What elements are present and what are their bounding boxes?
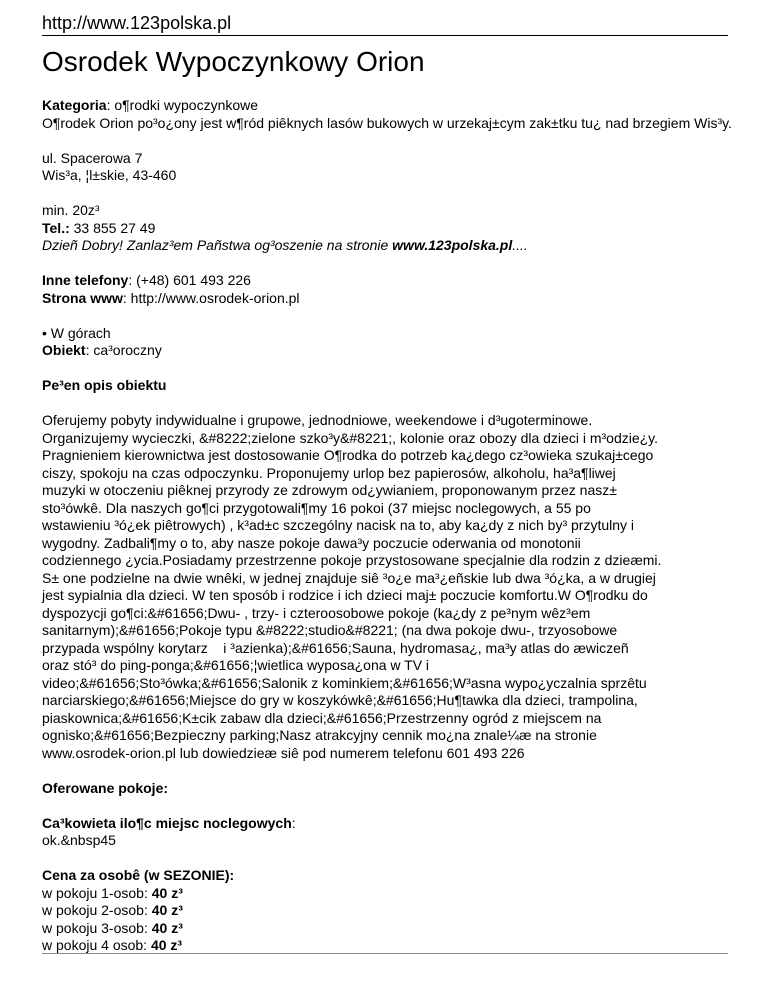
price-label: w pokoju 4 osob: — [42, 937, 151, 953]
price-heading: Cena za osobê (w SEZONIE): — [42, 867, 235, 883]
greeting-site: www.123polska.pl — [392, 237, 513, 253]
description-line: sto³ówkê. Dla naszych go¶ci przygotowali¶my 16 pokoi (37 miejsc noclegowych, a 55 po — [42, 499, 591, 516]
location-item: • W górach — [42, 324, 111, 341]
description-line: muzyki w otoczeniu piêknej przyrody ze zdrowym od¿ywianiem, proponowanym przez nasz± — [42, 482, 617, 498]
category-value: : o¶rodki wypoczynkowe — [106, 97, 259, 113]
capacity-line — [42, 815, 732, 833]
object-label: Obiekt — [42, 342, 86, 358]
tel-line — [42, 220, 732, 238]
object-value: : ca³oroczny — [85, 342, 162, 358]
price-row — [42, 885, 732, 903]
capacity-colon: : — [291, 814, 296, 831]
min-price: min. 20z³ — [42, 202, 100, 218]
description-heading: Pe³en opis obiektu — [42, 377, 167, 393]
tel-value: 33 855 27 49 — [69, 219, 156, 236]
price-value: 40 z³ — [151, 919, 183, 936]
price-value: 40 z³ — [150, 937, 183, 953]
description-line: przypada wspólny korytarz i ³azienka);&#61656;Sauna, hydromasa¿, ma³y atlas do æwiczeñ — [42, 639, 629, 656]
description-line: ciszy, spokoju na czas odpoczynku. Proponujemy urlop bez papierosów, alkoholu, ha³a¶liwej — [42, 464, 616, 481]
street-address: ul. Spacerowa 7 — [42, 149, 143, 166]
description-line: Oferujemy pobyty indywidualne i grupowe, jednodniowe, weekendowe i d³ugoterminowe. — [42, 412, 593, 428]
intro-text: O¶rodek Orion po³o¿ony jest w¶ród piêknych lasów bukowych w urzekaj±cym zak±tku tu¿ nad brzegiem Wis³y. — [42, 114, 732, 131]
description-line: www.osrodek-orion.pl lub dowiedzieæ siê pod numerem telefonu 601 493 226 — [42, 744, 525, 761]
description-line: video;&#61656;Sto³ówka;&#61656;Salonik z kominkiem;&#61656;W³asna wypo¿yczalnia sprzêtu — [42, 674, 647, 691]
price-label: w pokoju 3-osob: — [42, 919, 152, 936]
page-title: Osrodek Wypoczynkowy Orion — [42, 46, 425, 77]
greeting-end: .... — [512, 237, 528, 253]
tel-label: Tel.: — [42, 219, 70, 236]
price-row — [42, 920, 732, 938]
header-divider — [42, 35, 728, 36]
description-line: codziennego ¿ycia.Posiadamy przestrzenne pokoje przystosowane specjalnie dla rodzin z dzieæmi. — [42, 552, 662, 568]
price-value: 40 z³ — [151, 884, 183, 901]
description-line: piaskownica;&#61656;K±cik zabaw dla dzieci;&#61656;Przestrzenny ogród z miejscem na — [42, 709, 602, 726]
description-line: dyspozycji go¶ci:&#61656;Dwu- , trzy- i czteroosobowe pokoje (ka¿dy z pe³nym wêz³em — [42, 604, 591, 621]
category-label: Kategoria — [42, 97, 107, 113]
website-line — [42, 290, 732, 308]
capacity-label: Ca³kowieta ilo¶c miejsc noclegowych — [42, 814, 292, 831]
other-phones-line — [42, 272, 732, 290]
price-row — [42, 902, 732, 920]
object-line — [42, 342, 732, 360]
price-value: 40 z³ — [151, 902, 183, 918]
price-label: w pokoju 1-osob: — [42, 884, 152, 901]
description-line: wstawieniu ³ó¿ek piêtrowych) , k³ad±c szczególny nacisk na to, aby ka¿dy z nich by³ przytulny i — [42, 517, 635, 533]
description-line: S± one podzielne na dwie wnêki, w jednej znajduje siê ³o¿e ma³¿eñskie lub dwa ³ó¿ka, a w drugiej — [42, 569, 656, 586]
website-value[interactable]: : http://www.osrodek-orion.pl — [122, 289, 300, 306]
rooms-heading: Oferowane pokoje: — [42, 779, 169, 796]
other-phones-label: Inne telefony — [42, 272, 129, 288]
website-label: Strona www — [42, 289, 123, 306]
description-line: sanitarnym);&#61656;Pokoje typu &#8222;studio&#8221; (na dwa pokoje dwu-, trzyosobowe — [42, 622, 618, 638]
category-line — [42, 97, 732, 115]
description-line: wygodny. Zadbali¶my o to, aby nasze pokoje dawa³y poczucie oderwania od monotonii — [42, 534, 581, 551]
page-url[interactable]: http://www.123polska.pl — [42, 13, 232, 33]
description-line: Pragnieniem kierownictwa jest dostosowanie O¶rodka do potrzeb ka¿dego cz³owieka szukaj±cego — [42, 447, 654, 463]
description-line: oraz stó³ do ping-ponga;&#61656;¦wietlica wyposa¿ona w TV i — [42, 657, 430, 673]
price-label: w pokoju 2-osob: — [42, 902, 152, 918]
description-line: narciarskiego;&#61656;Miejsce do gry w koszykówkê;&#61656;Hu¶tawka dla dzieci, trampolina, — [42, 692, 638, 708]
other-phones-value: : (+48) 601 493 226 — [128, 272, 251, 288]
description-line: Organizujemy wycieczki, &#8222;zielone szko³y&#8221;, kolonie oraz obozy dla dzieci i m³odzie¿y. — [42, 429, 659, 446]
description-line: jest sypialnia dla dzieci. W ten sposób i rodzice i ich dzieci maj± poczucie komfortu.W O¶rodku do — [42, 587, 648, 603]
capacity-value: ok.&nbsp45 — [42, 832, 116, 848]
greeting-line — [42, 237, 732, 255]
city-address: Wis³a, ¦l±skie, 43-460 — [42, 167, 177, 183]
document-content — [42, 97, 732, 955]
description-body — [42, 412, 732, 762]
greeting-text: Dzieñ Dobry! Zanlaz³em Pañstwa og³oszenie na stronie — [42, 237, 393, 253]
description-line: ognisko;&#61656;Bezpieczny parking;Nasz atrakcyjny cennik mo¿na znale¼æ na stronie — [42, 727, 597, 743]
footer-divider — [42, 953, 728, 954]
price-row — [42, 937, 732, 955]
